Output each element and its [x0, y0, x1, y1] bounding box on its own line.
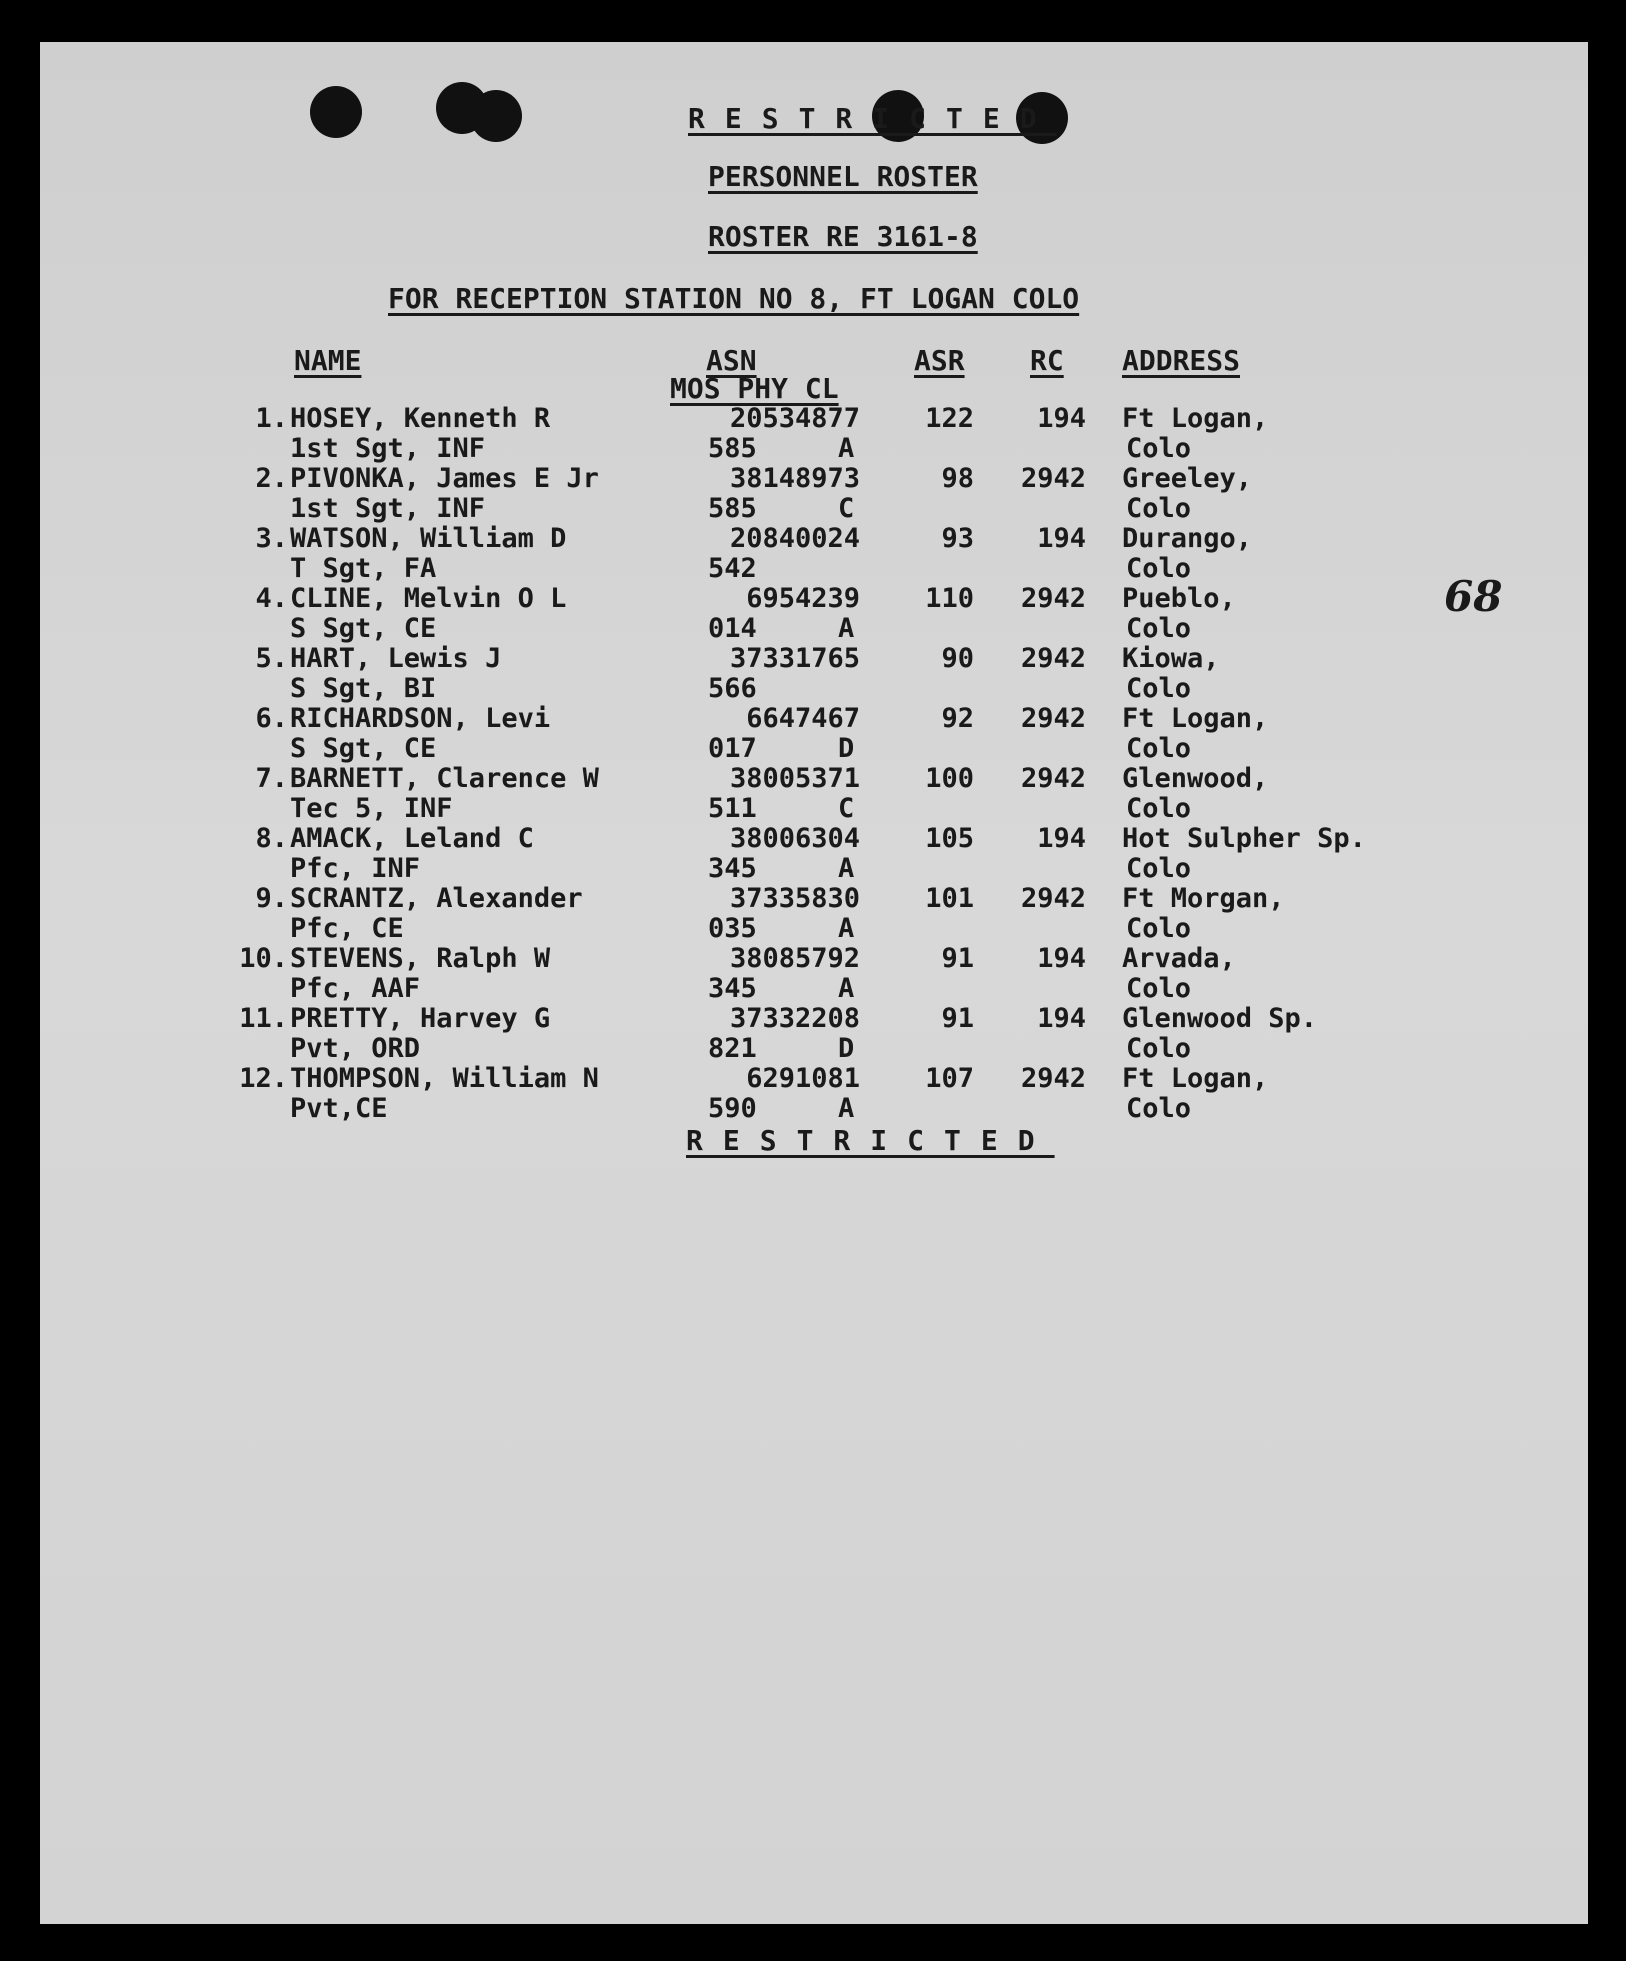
- row-phy: A: [838, 913, 855, 944]
- row-rank: Tec 5, INF: [290, 793, 453, 824]
- row-asn: 37331765: [729, 643, 860, 674]
- restricted-header: RESTRICTED: [688, 102, 1057, 135]
- row-address-line1: Hot Sulpher Sp.: [1122, 823, 1366, 854]
- row-rank: T Sgt, FA: [290, 553, 437, 584]
- row-mos: 542: [708, 553, 757, 584]
- row-phy: A: [838, 613, 855, 644]
- row-number: 2.: [255, 463, 288, 494]
- row-number: 11.: [239, 1003, 288, 1034]
- row-name: THOMPSON, William N: [290, 1063, 599, 1094]
- row-number: 12.: [239, 1063, 288, 1094]
- row-name: CLINE, Melvin O L: [290, 583, 567, 614]
- row-address-line2: Colo: [1126, 733, 1192, 764]
- row-asn: 38006304: [729, 823, 860, 854]
- row-phy: D: [838, 1033, 855, 1064]
- row-name: RICHARDSON, Levi: [290, 703, 551, 734]
- row-rc: 2942: [1020, 763, 1086, 794]
- row-asn: 20534877: [729, 403, 860, 434]
- row-rank: 1st Sgt, INF: [290, 493, 486, 524]
- column-header-address: ADDRESS: [1122, 344, 1241, 377]
- row-address-line1: Pueblo,: [1122, 583, 1236, 614]
- row-asr: 98: [941, 463, 974, 494]
- column-header-mos-phy: MOS PHY CL: [670, 372, 839, 405]
- row-rc: 194: [1037, 403, 1086, 434]
- row-asn: 38005371: [729, 763, 860, 794]
- row-asr: 92: [941, 703, 974, 734]
- punch-hole: [310, 86, 362, 138]
- row-address-line1: Kiowa,: [1122, 643, 1220, 674]
- row-phy: C: [838, 493, 855, 524]
- row-asn: 6291081: [746, 1063, 860, 1094]
- row-rc: 2942: [1020, 1063, 1086, 1094]
- column-header-asr: ASR: [914, 344, 965, 377]
- row-asr: 122: [925, 403, 974, 434]
- row-name: HOSEY, Kenneth R: [290, 403, 551, 434]
- station-line: FOR RECEPTION STATION NO 8, FT LOGAN COLO: [388, 282, 1080, 315]
- row-phy: A: [838, 433, 855, 464]
- row-address-line1: Ft Logan,: [1122, 1063, 1269, 1094]
- row-asr: 90: [941, 643, 974, 674]
- margin-page-number: 68: [1444, 572, 1503, 621]
- row-asr: 101: [925, 883, 974, 914]
- row-rank: Pvt,CE: [290, 1093, 388, 1124]
- row-phy: A: [838, 1093, 855, 1124]
- row-asn: 38148973: [729, 463, 860, 494]
- row-address-line2: Colo: [1126, 493, 1192, 524]
- row-address-line2: Colo: [1126, 973, 1192, 1004]
- row-address-line2: Colo: [1126, 553, 1192, 584]
- row-rank: 1st Sgt, INF: [290, 433, 486, 464]
- row-rc: 2942: [1020, 883, 1086, 914]
- row-name: SCRANTZ, Alexander: [290, 883, 583, 914]
- row-rc: 194: [1037, 523, 1086, 554]
- row-number: 1.: [255, 403, 288, 434]
- row-asn: 38085792: [729, 943, 860, 974]
- row-address-line2: Colo: [1126, 1093, 1192, 1124]
- row-address-line1: Glenwood Sp.: [1122, 1003, 1318, 1034]
- row-address-line1: Ft Logan,: [1122, 703, 1269, 734]
- row-rank: S Sgt, CE: [290, 733, 437, 764]
- punch-hole: [470, 90, 522, 142]
- row-rc: 2942: [1020, 643, 1086, 674]
- row-mos: 566: [708, 673, 757, 704]
- row-rc: 194: [1037, 1003, 1086, 1034]
- column-header-asn: ASN: [706, 344, 757, 377]
- row-asr: 107: [925, 1063, 974, 1094]
- row-mos: 585: [708, 493, 757, 524]
- row-address-line2: Colo: [1126, 433, 1192, 464]
- row-rank: S Sgt, BI: [290, 673, 437, 704]
- row-address-line2: Colo: [1126, 853, 1192, 884]
- row-name: STEVENS, Ralph W: [290, 943, 551, 974]
- row-asn: 6954239: [746, 583, 860, 614]
- row-asn: 37335830: [729, 883, 860, 914]
- row-name: PRETTY, Harvey G: [290, 1003, 551, 1034]
- row-number: 10.: [239, 943, 288, 974]
- row-asr: 105: [925, 823, 974, 854]
- row-name: AMACK, Leland C: [290, 823, 534, 854]
- row-address-line1: Durango,: [1122, 523, 1253, 554]
- row-number: 6.: [255, 703, 288, 734]
- row-rank: Pfc, CE: [290, 913, 404, 944]
- page-title: PERSONNEL ROSTER: [708, 160, 978, 193]
- row-number: 9.: [255, 883, 288, 914]
- row-address-line1: Greeley,: [1122, 463, 1253, 494]
- row-number: 3.: [255, 523, 288, 554]
- row-address-line1: Glenwood,: [1122, 763, 1269, 794]
- row-rank: Pfc, AAF: [290, 973, 421, 1004]
- row-name: HART, Lewis J: [290, 643, 502, 674]
- row-asn: 37332208: [729, 1003, 860, 1034]
- row-mos: 345: [708, 973, 757, 1004]
- document-page: [40, 42, 1588, 1924]
- row-mos: 345: [708, 853, 757, 884]
- row-rc: 2942: [1020, 703, 1086, 734]
- row-number: 8.: [255, 823, 288, 854]
- row-mos: 035: [708, 913, 757, 944]
- restricted-footer: RESTRICTED: [686, 1124, 1055, 1157]
- row-rank: Pvt, ORD: [290, 1033, 421, 1064]
- row-address-line2: Colo: [1126, 673, 1192, 704]
- row-phy: A: [838, 973, 855, 1004]
- row-mos: 511: [708, 793, 757, 824]
- row-asn: 20840024: [729, 523, 860, 554]
- row-phy: A: [838, 853, 855, 884]
- row-asr: 100: [925, 763, 974, 794]
- row-rc: 2942: [1020, 583, 1086, 614]
- row-address-line1: Arvada,: [1122, 943, 1236, 974]
- row-name: PIVONKA, James E Jr: [290, 463, 599, 494]
- row-mos: 014: [708, 613, 757, 644]
- row-mos: 590: [708, 1093, 757, 1124]
- row-address-line1: Ft Logan,: [1122, 403, 1269, 434]
- row-number: 4.: [255, 583, 288, 614]
- row-rank: Pfc, INF: [290, 853, 421, 884]
- row-address-line2: Colo: [1126, 613, 1192, 644]
- row-address-line2: Colo: [1126, 793, 1192, 824]
- row-rc: 2942: [1020, 463, 1086, 494]
- row-mos: 585: [708, 433, 757, 464]
- row-number: 7.: [255, 763, 288, 794]
- row-address-line2: Colo: [1126, 913, 1192, 944]
- row-mos: 821: [708, 1033, 757, 1064]
- row-name: WATSON, William D: [290, 523, 567, 554]
- row-asr: 110: [925, 583, 974, 614]
- row-rank: S Sgt, CE: [290, 613, 437, 644]
- row-address-line1: Ft Morgan,: [1122, 883, 1285, 914]
- roster-number: ROSTER RE 3161-8: [708, 220, 978, 253]
- row-asr: 91: [941, 1003, 974, 1034]
- row-address-line2: Colo: [1126, 1033, 1192, 1064]
- column-header-rc: RC: [1030, 344, 1064, 377]
- row-phy: C: [838, 793, 855, 824]
- row-name: BARNETT, Clarence W: [290, 763, 599, 794]
- row-asn: 6647467: [746, 703, 860, 734]
- row-asr: 93: [941, 523, 974, 554]
- row-rc: 194: [1037, 823, 1086, 854]
- row-number: 5.: [255, 643, 288, 674]
- row-mos: 017: [708, 733, 757, 764]
- column-header-name: NAME: [294, 344, 362, 377]
- row-phy: D: [838, 733, 855, 764]
- row-rc: 194: [1037, 943, 1086, 974]
- row-asr: 91: [941, 943, 974, 974]
